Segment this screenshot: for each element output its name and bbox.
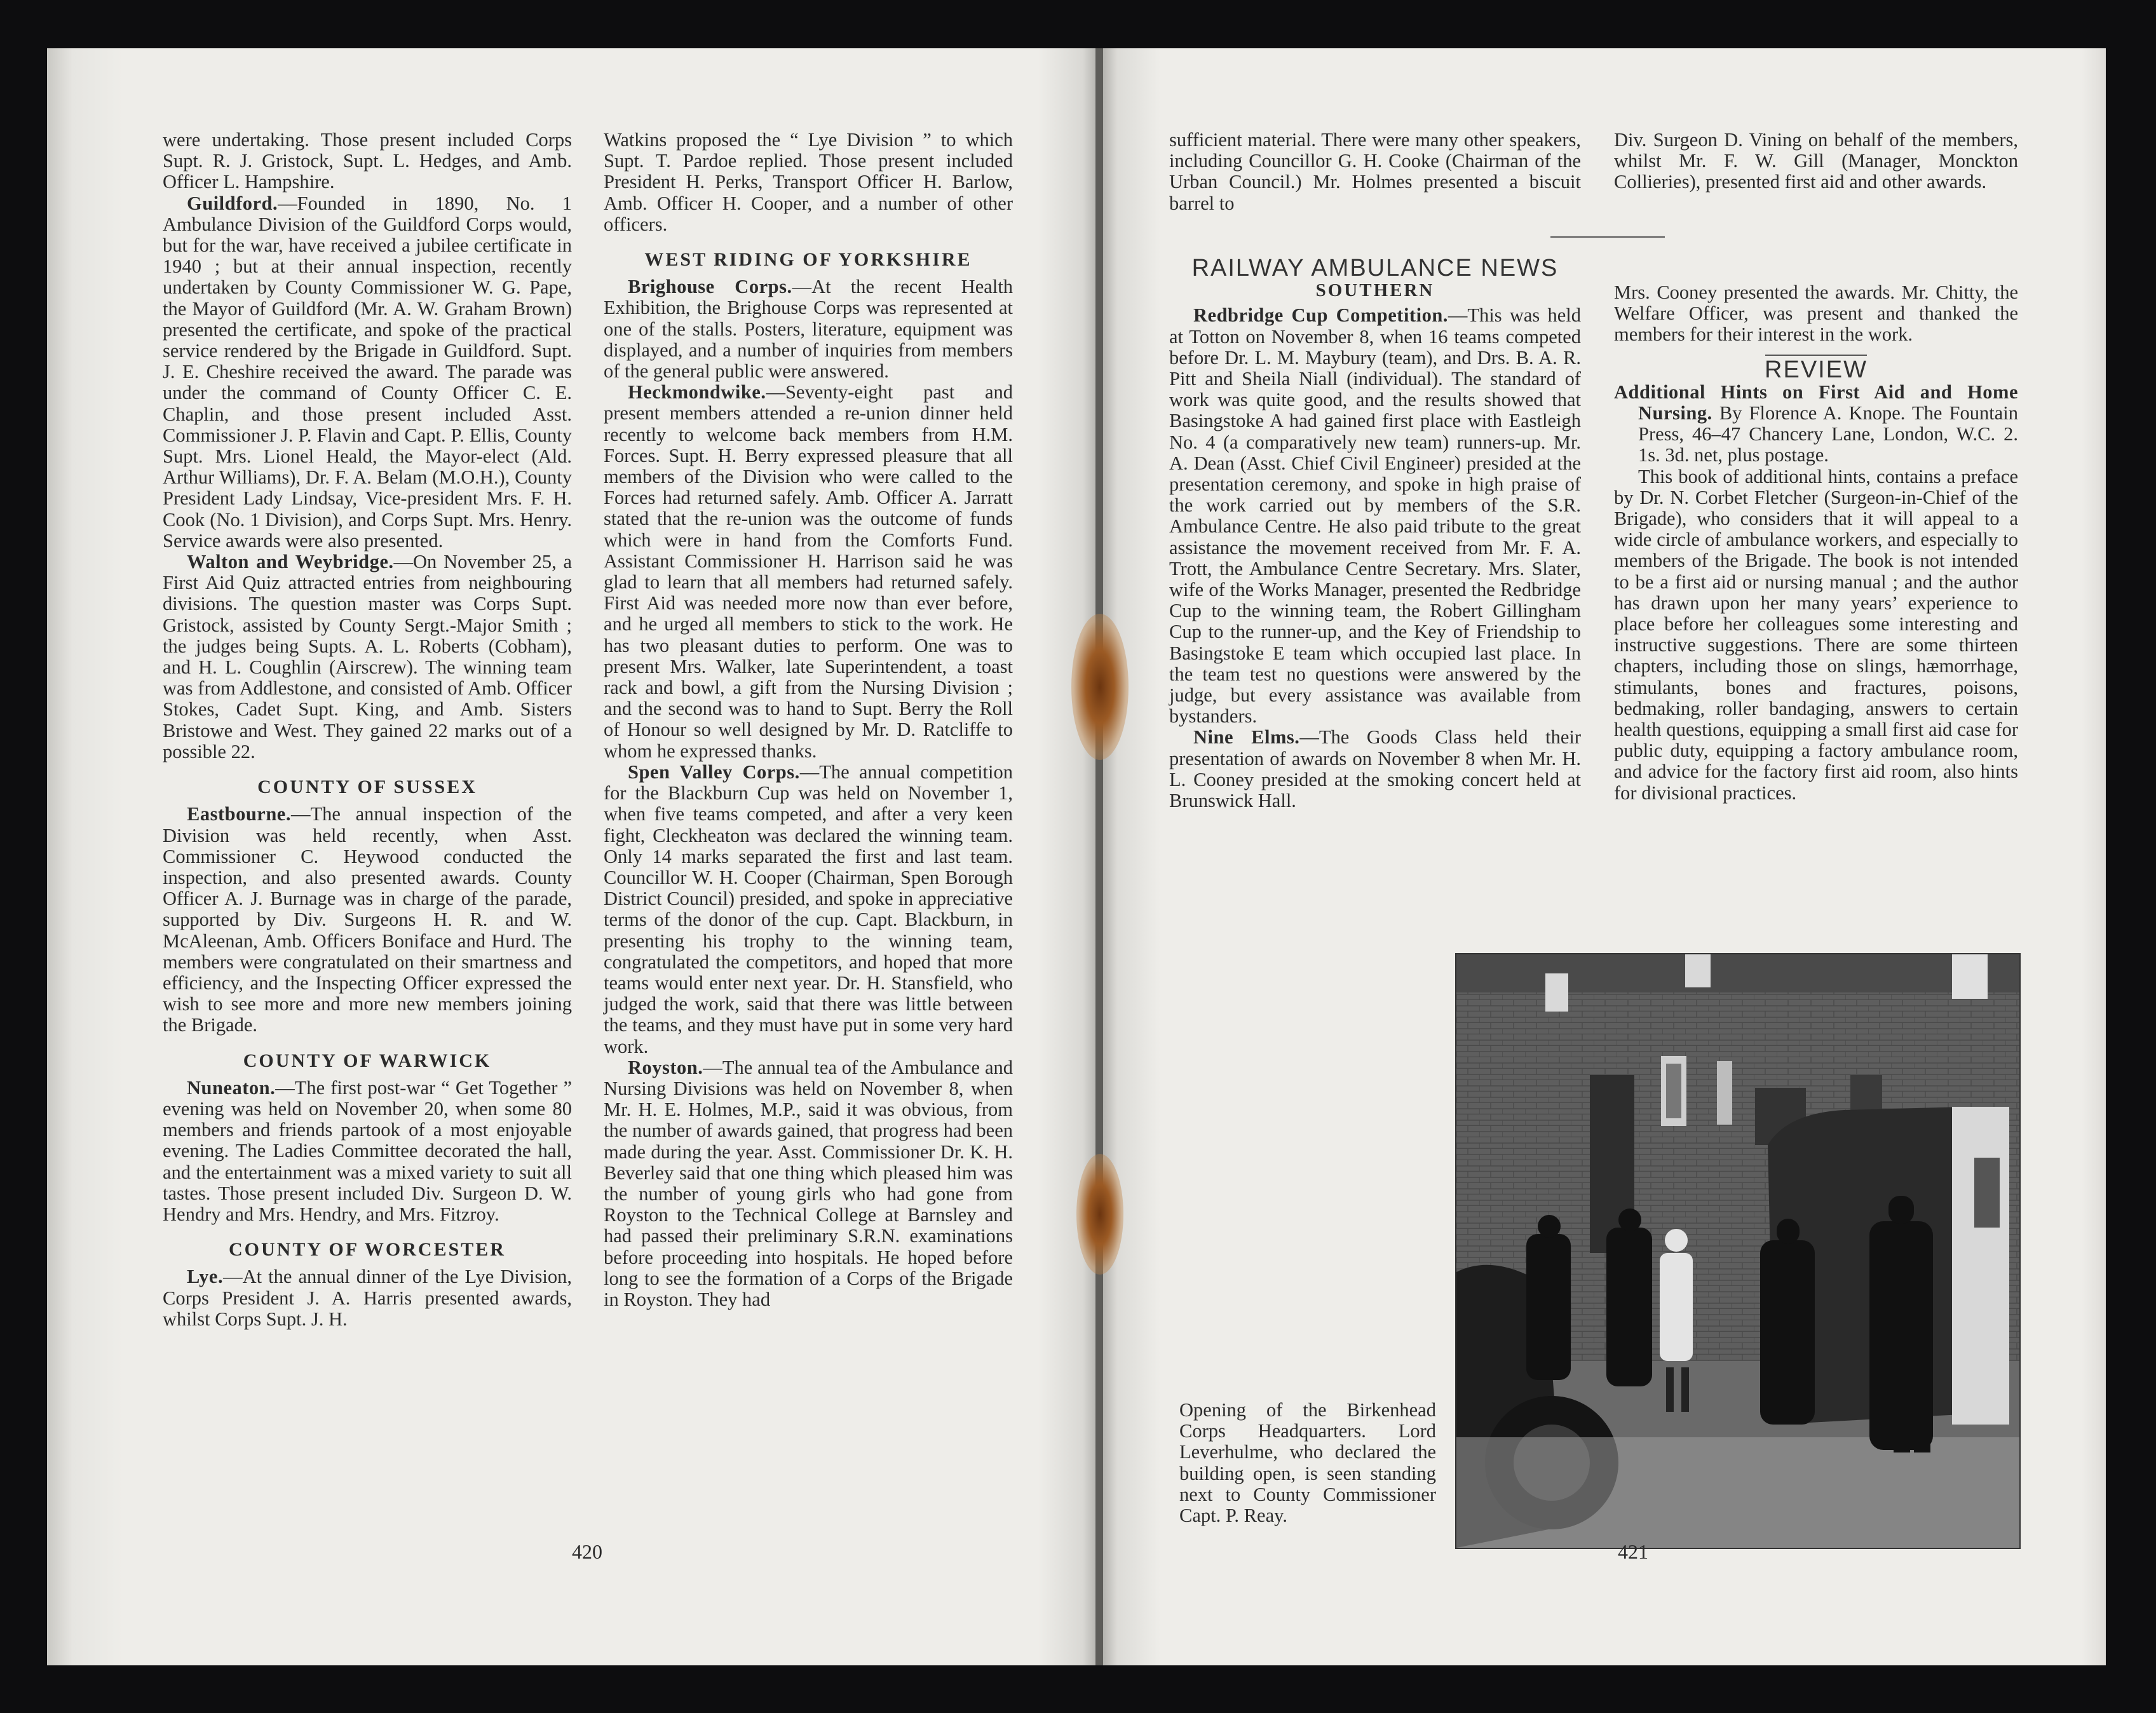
paragraph-lead: Walton and Weybridge. [187, 551, 394, 573]
county-heading: COUNTY OF WORCESTER [229, 1239, 506, 1261]
binding-stain-upper [1071, 614, 1129, 760]
article-paragraph [604, 276, 1013, 382]
review-title: REVIEW [1765, 356, 1868, 383]
right-column-1-top [1169, 130, 1581, 214]
paragraph-lead: Eastbourne. [187, 803, 291, 825]
left-column-2 [604, 130, 1013, 1310]
page-number-right: 421 [1618, 1540, 1648, 1563]
railway-news-body [1169, 305, 1581, 811]
review-book-publisher: By Florence A. Knope. The Fountain Press, 46–47 Chancery Lane, London, W.C. 2. 1s. 3d. net, plus postage. [1638, 402, 2018, 466]
paragraph-text: —The annual inspection of the Division was held recently, when Asst. Commissioner C. Heywood conducted the inspection, and also presented awards. County Officer A. J. Burnage was in charge of the parade, supported by Div. Surgeons H. R. and W. McAleenan, Amb. Officers Boniface and Hurd. The members were congratulated on their smartness and efficiency, and the Inspecting Officer expressed the wish to see more and more new members joining the Brigade. [163, 803, 572, 1036]
paragraph-text: —On November 25, a First Aid Quiz attracted entries from neighbouring divisions. The question master was Corps Supt. Gristock, assisted by County Sergt.-Major Smith ; the judges being Supts. A. L. Roberts (Cobham), and H. L. Coughlin (Airscrew). The winning team was from Addlestone, and consisted of Amb. Officer Stokes, Cadet Supt. King, and Amb. Sisters Bristowe and West. They gained 22 marks out of a possible 22. [163, 551, 572, 762]
paragraph-text: were undertaking. Those present included Corps Supt. R. J. Gristock, Supt. L. Hedges, and Amb. Officer L. Hampshire. [163, 129, 572, 193]
paragraph-lead: Spen Valley Corps. [628, 761, 800, 783]
article-paragraph [1169, 305, 1581, 727]
paragraph-lead: Nine Elms. [1193, 726, 1300, 748]
article-paragraph [604, 130, 1013, 235]
review-body: This book of additional hints, contains a preface by Dr. N. Corbet Fletcher (Surgeon-in-Chief of the Brigade), who considers that it will appeal to a wide circle of ambulance workers, and especially to members of the Brigade. The book is not intended to be a first aid or nursing manual ; and the author has drawn upon her many years’ experience to place before her colleagues some interesting and instructive suggestions. There are some thirteen chapters, including those on slings, hæmorrhage, stimulants, bones and fractures, poisons, bedmaking, roller bandaging, answers to certain health questions, equipping a small first aid case for public duty, equipping a factory ambulance room, and advice for the factory first aid room, also hints for divisional practices. [1614, 465, 2018, 804]
paragraph-text: —This was held at Totton on November 8, when 16 teams competed before Dr. L. M. Maybury (team), and Drs. B. A. R. Pitt and Sheila Niall (individual). The standard of work was quite good, and the results showed that Basingstoke A had gained first place with Eastleigh No. 4 (a comparatively new team) runners-up. Mr. A. Dean (Asst. Chief Civil Engineer) presided at the presentation ceremony, and spoke in high praise of the work carried out by members of the S.R. Ambulance Centre. He also paid tribute to the great assistance the movement received from Mr. F. A. Trott, the Ambulance Centre Secretary. Mrs. Slater, wife of the Works Manager, presented the Redbridge Cup to the winning team, the Robert Gillingham Cup to the runner-up, and the Key of Friendship to Basingstoke E team which occupied last place. In the team test no questions were answered by the judge, but every assistance was available from bystanders. [1169, 304, 1581, 728]
section-divider [1550, 236, 1665, 238]
paragraph-text: —Founded in 1890, No. 1 Ambulance Division of the Guildford Corps would, but for the war, have received a jubilee certificate in 1940 ; but at their annual inspection, recently undertaken by County Commissioner W. G. Pape, the Mayor of Guildford (Mr. A. W. Graham Brown) presented the certificate, and spoke of the practical service rendered by the Brigade in Guildford. Supt. J. E. Cheshire received the award. The parade was under the command of County Officer C. E. Chaplin, and those present included Asst. Commissioner J. P. Flavin and Capt. P. Ellis, County Supt. Mrs. Lionel Heald, the Mayor-elect (Ald. Arthur Williams), Dr. F. A. Belam (M.O.H.), County President Lady Lindsay, Vice-president Mrs. F. H. Cook (No. 1 Division), and Corps Supt. Mrs. Henry. Service awards were also presented. [163, 192, 572, 552]
continued-paragraph: sufficient material. There were many other speakers, including Councillor G. H. Cooke (Chairman of the Urban Council.) Mr. Holmes presented a biscuit barrel to [1169, 129, 1581, 214]
article-paragraph [163, 804, 572, 1036]
continued-paragraph: Mrs. Cooney presented the awards. Mr. Chitty, the Welfare Officer, was present and thanked the members for their interest in the work. [1614, 281, 2018, 346]
paragraph-lead: Lye. [187, 1266, 224, 1288]
paragraph-text: —At the annual dinner of the Lye Division, Corps President J. A. Harris presented awards, whilst Corps Supt. J. H. [163, 1266, 572, 1330]
paragraph-text: Watkins proposed the “ Lye Division ” to which Supt. T. Pardoe replied. Those present included President H. Perks, Transport Officer H. Barlow, Amb. Officer H. Cooper, and a number of other officers. [604, 129, 1013, 235]
right-column-1 [1169, 243, 1581, 811]
paragraph-lead: Heckmondwike. [628, 381, 766, 403]
article-paragraph [604, 762, 1013, 1057]
page-number-left: 420 [572, 1540, 602, 1563]
article-paragraph [604, 382, 1013, 762]
paragraph-text: —The annual competition for the Blackburn Cup was held on November 1, when five teams competed, and after a very keen fight, Cleckheaton was declared the winning team. Only 14 marks separated the first and last team. Councillor W. H. Cooper (Chairman, Spen Borough District Council) presided, and spoke in appreciative terms of the donor of the cup. Capt. Blackburn, in presenting his trophy to the winning team, congratulated the competitors, and hoped that more teams would enter next year. Dr. H. Stansfield, who judged the work, said that there was little between the teams, and they must have put in some very hard work. [604, 761, 1013, 1057]
paragraph-text: —Seventy-eight past and present members attended a re-union dinner held recently to welcome back members from H.M. Forces. Supt. H. Berry expressed pleasure that all members of the Division who were called to the Forces had returned safely. Amb. Officer A. Jarratt stated that the re-union was the outcome of funds which were in hand from the Comforts Fund. Assistant Commissioner H. Harrison said he was glad to learn that all members had returned safely. First Aid was needed more now than ever before, and he urged all members to stick to the work. He has two pleasant duties to perform. One was to present Mrs. Walker, late Superintendent, a toast rack and bowl, a gift from the Nursing Division ; and the second was to hand to Supt. Berry the Roll of Honour so well designed by Mr. D. Ratcliffe to whom he expressed thanks. [604, 381, 1013, 762]
review-book-entry [1614, 382, 2018, 466]
article-paragraph [163, 552, 572, 762]
paragraph-lead: Nuneaton. [187, 1076, 276, 1099]
right-column-2 [1614, 282, 2018, 804]
binding-stain-lower [1076, 1154, 1123, 1275]
review-divider [1765, 355, 1867, 356]
review-book-title: Additional Hints on First Aid and Home Nursing. [1614, 381, 2018, 424]
article-paragraph [163, 1266, 572, 1330]
county-heading: WEST RIDING OF YORKSHIRE [644, 249, 972, 271]
paragraph-lead: Redbridge Cup Competition. [1193, 304, 1448, 327]
paragraph-lead: Brighouse Corps. [628, 276, 792, 298]
paragraph-text: —The annual tea of the Ambulance and Nursing Divisions was held on November 8, when Mr. H. E. Holmes, M.P., said it was obvious, from the number of awards gained, that progress had been made during the year. Asst. Commissioner Dr. K. H. Beverley said that one thing which pleased him was the number of young girls who had gone from Royston to the Technical College at Barnsley and had passed their preliminary S.R.N. examinations before proceeding into hospitals. He hoped before long to see the formation of a Corps of the Brigade in Royston. They had [604, 1056, 1013, 1310]
paragraph-lead: Royston. [628, 1056, 703, 1078]
photograph-birkenhead-opening [1455, 953, 2021, 1549]
paragraph-text: —The Goods Class held their presentation of awards on November 8 when Mr. H. L. Cooney presided at the smoking concert held at Brunswick Hall. [1169, 726, 1582, 812]
photo-caption: Opening of the Birkenhead Corps Headquarters. Lord Leverhulme, who declared the building open, is seen standing next to County Commissioner Capt. P. Reay. [1179, 1399, 1436, 1527]
county-heading: COUNTY OF SUSSEX [257, 776, 477, 798]
paragraph-text: —At the recent Health Exhibition, the Brighouse Corps was represented at one of the stalls. Posters, literature, equipment was displayed, and a number of inquiries from members of the general public were answered. [604, 276, 1013, 383]
right-column-2-top [1614, 130, 2018, 193]
paragraph-text: —The first post-war “ Get Together ” evening was held on November 20, when some 80 members and friends partook of a most enjoyable evening. The Ladies Committee decorated the hall, and the entertainment was a mixed variety to suit all tastes. Those present included Div. Surgeon D. W. Hendry and Mrs. Hendry, and Mrs. Fitzroy. [163, 1076, 572, 1225]
left-column-1 [163, 130, 572, 1330]
article-paragraph [163, 130, 572, 193]
article-paragraph [163, 1078, 572, 1225]
section-subtitle: SOUTHERN [1315, 280, 1435, 301]
article-paragraph [604, 1057, 1013, 1310]
section-title: RAILWAY AMBULANCE NEWS [1191, 255, 1559, 281]
article-paragraph [163, 193, 572, 552]
photo-illustration [1456, 954, 2019, 1548]
continued-paragraph: Div. Surgeon D. Vining on behalf of the members, whilst Mr. F. W. Gill (Manager, Monckton Collieries), presented first aid and other awards. [1614, 129, 2018, 193]
binding-gutter [1095, 48, 1103, 1665]
county-heading: COUNTY OF WARWICK [243, 1050, 492, 1071]
article-paragraph [1169, 727, 1581, 811]
paragraph-lead: Guildford. [187, 192, 278, 214]
